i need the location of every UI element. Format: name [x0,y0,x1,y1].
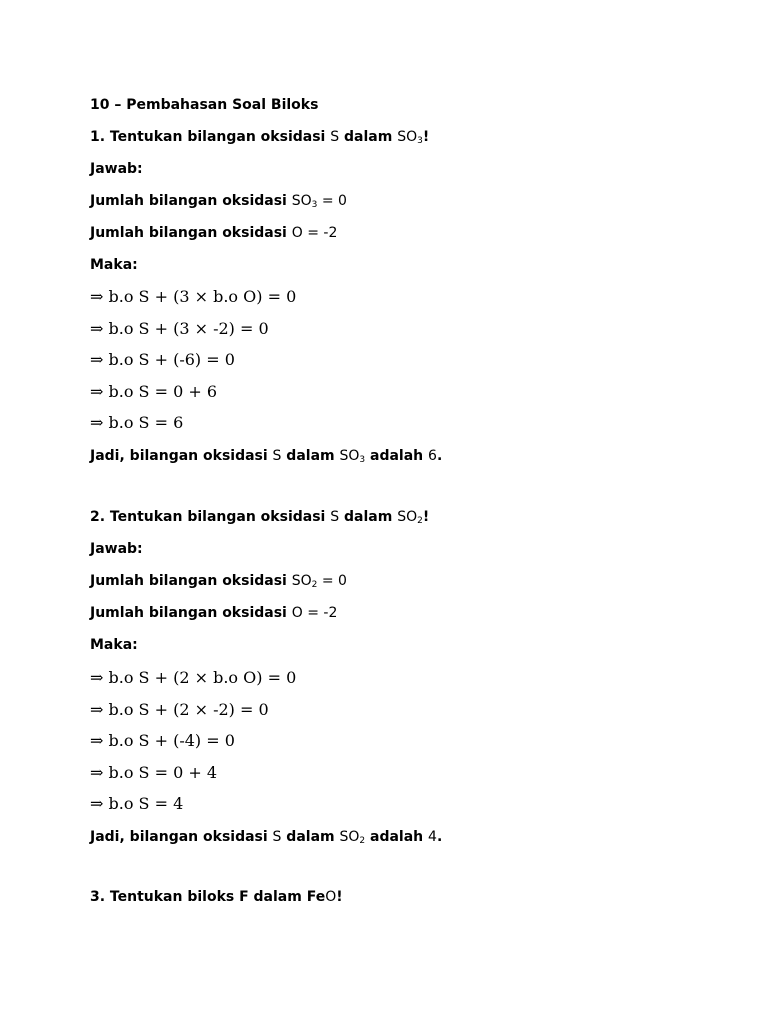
given-2a-value: = 0 [317,573,347,589]
given-1b-prefix: Jumlah bilangan oksidasi [90,225,292,241]
question-1-end: ! [422,129,430,145]
question-2-compound-text: SO [397,509,418,525]
given-1b-element: O [291,225,303,241]
step-2-3: ⇒ b.o S + (-4) = 0 [90,731,235,750]
question-1-middle: dalam [339,129,398,145]
conclusion-1-element: S [272,448,282,464]
given-1a-value: = 0 [317,193,347,209]
question-1-compound-sub: 3 [417,136,423,146]
step-1-3: ⇒ b.o S + (-6) = 0 [90,350,235,369]
conclusion-2-middle: dalam [281,829,340,845]
given-1a-compound-text: SO [291,193,312,209]
step-1-1: ⇒ b.o S + (3 × b.o O) = 0 [90,287,297,306]
given-1a-compound [292,193,318,209]
given-2b-element: O [291,605,303,621]
step-2-4: ⇒ b.o S = 0 + 4 [90,763,218,782]
question-2-end: ! [422,509,430,525]
question-2-middle: dalam [339,509,398,525]
given-2a-compound-text: SO [291,573,312,589]
given-line-1b [90,224,337,242]
document-title: 10 – Pembahasan Soal Biloks [90,97,319,113]
question-2-compound [397,509,423,525]
question-3-prefix: 3. Tentukan biloks F dalam Fe [90,889,326,905]
step-1-2: ⇒ b.o S + (3 × -2) = 0 [90,319,269,338]
question-1-compound-text: SO [397,129,418,145]
question-2-element: S [330,509,340,525]
step-2-5: ⇒ b.o S = 4 [90,794,184,813]
then-label-1: Maka: [90,257,138,273]
question-2-compound-sub: 2 [417,516,423,526]
conclusion-2 [90,828,442,846]
conclusion-1-compound-sub: 3 [359,455,366,465]
given-1a-prefix: Jumlah bilangan oksidasi [90,193,292,209]
given-2b-value: = -2 [302,605,338,621]
step-1-5: ⇒ b.o S = 6 [90,413,184,432]
step-1-4: ⇒ b.o S = 0 + 6 [90,382,218,401]
conclusion-2-compound-sub: 2 [359,836,366,846]
conclusion-2-element: S [272,829,282,845]
given-2b-prefix: Jumlah bilangan oksidasi [90,605,292,621]
conclusion-2-compound-text: SO [339,829,360,845]
question-1-prefix: 1. Tentukan bilangan oksidasi [90,129,331,145]
question-1 [90,128,429,146]
given-1b-value: = -2 [302,225,338,241]
answer-label-1: Jawab: [90,161,143,177]
given-1a-compound-sub: 3 [311,200,318,210]
then-label-2: Maka: [90,637,138,653]
question-3-element: O [325,889,337,905]
given-line-2a [90,572,347,590]
answer-label-2: Jawab: [90,541,143,557]
conclusion-2-word: adalah [365,829,429,845]
conclusion-1-middle: dalam [281,448,340,464]
step-2-1: ⇒ b.o S + (2 × b.o O) = 0 [90,668,297,687]
conclusion-1-compound [340,448,366,464]
conclusion-2-prefix: Jadi, bilangan oksidasi [90,829,273,845]
conclusion-1-end: . [436,448,443,464]
given-line-2b [90,604,337,622]
conclusion-1-word: adalah [365,448,429,464]
conclusion-2-compound [340,829,366,845]
given-2a-compound [292,573,318,589]
conclusion-2-value: 4 [428,829,437,845]
given-line-1a [90,192,347,210]
question-2 [90,508,429,526]
step-2-2: ⇒ b.o S + (2 × -2) = 0 [90,700,269,719]
given-2a-prefix: Jumlah bilangan oksidasi [90,573,292,589]
question-2-prefix: 2. Tentukan bilangan oksidasi [90,509,331,525]
question-1-element: S [330,129,340,145]
conclusion-1-compound-text: SO [339,448,360,464]
question-3-end: ! [336,889,343,905]
question-1-compound [397,129,423,145]
given-2a-compound-sub: 2 [311,580,318,590]
conclusion-2-end: . [436,829,443,845]
question-3 [90,888,343,906]
conclusion-1 [90,447,442,465]
conclusion-1-prefix: Jadi, bilangan oksidasi [90,448,273,464]
conclusion-1-value: 6 [428,448,437,464]
